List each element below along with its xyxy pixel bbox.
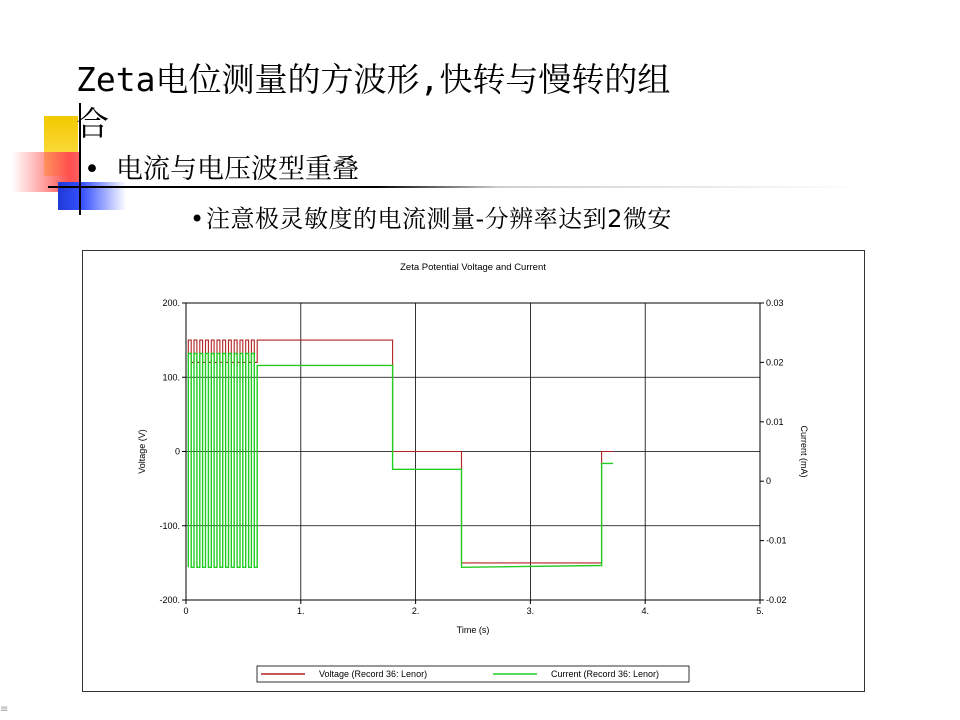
bullet-2-text: 注意极灵敏度的电流测量-分辨率达到2微安 xyxy=(206,205,672,233)
zeta-chart xyxy=(83,251,864,691)
y2-tick-label: 0.01 xyxy=(766,416,784,427)
y-tick-label: -200. xyxy=(159,595,180,605)
footer-mark: ≡ xyxy=(0,704,9,715)
y2-tick-label: -0.01 xyxy=(766,535,787,546)
y-tick-label: 100. xyxy=(162,372,180,383)
bullet-level-1 xyxy=(84,152,359,188)
y2-tick-label: 0.02 xyxy=(766,357,784,368)
y2-axis-label: Current (mA) xyxy=(799,425,809,478)
y2-tick-label: 0 xyxy=(766,476,772,487)
bullet-dot: • xyxy=(84,154,100,185)
y-tick-label: 0 xyxy=(174,446,180,457)
x-tick-label: 2. xyxy=(411,606,420,616)
legend-label-0: Voltage (Record 36: Lenor) xyxy=(319,669,428,679)
y-tick-label: -100. xyxy=(159,520,180,531)
y-axis-label: Voltage (V) xyxy=(137,429,147,474)
bullet-level-2 xyxy=(190,202,672,236)
chart-frame xyxy=(82,250,865,692)
y2-tick-label: 0.03 xyxy=(766,298,784,308)
x-tick-label: 4. xyxy=(641,606,649,616)
x-tick-label: 0 xyxy=(183,606,189,616)
x-tick-label: 5. xyxy=(756,606,764,616)
bullet-dot: • xyxy=(190,205,205,233)
y-tick-label: 200. xyxy=(162,298,180,308)
chart-title: Zeta Potential Voltage and Current xyxy=(400,262,546,273)
x-tick-label: 3. xyxy=(526,606,535,616)
legend-label-1: Current (Record 36: Lenor) xyxy=(551,669,660,679)
slide-title: Zeta电位测量的方波形,快转与慢转的组合 xyxy=(76,60,671,143)
bullet-1-text: 电流与电压波型重叠 xyxy=(116,154,359,185)
x-axis-label: Time (s) xyxy=(456,625,490,635)
y2-tick-label: -0.02 xyxy=(766,595,787,605)
x-tick-label: 1. xyxy=(297,606,305,616)
